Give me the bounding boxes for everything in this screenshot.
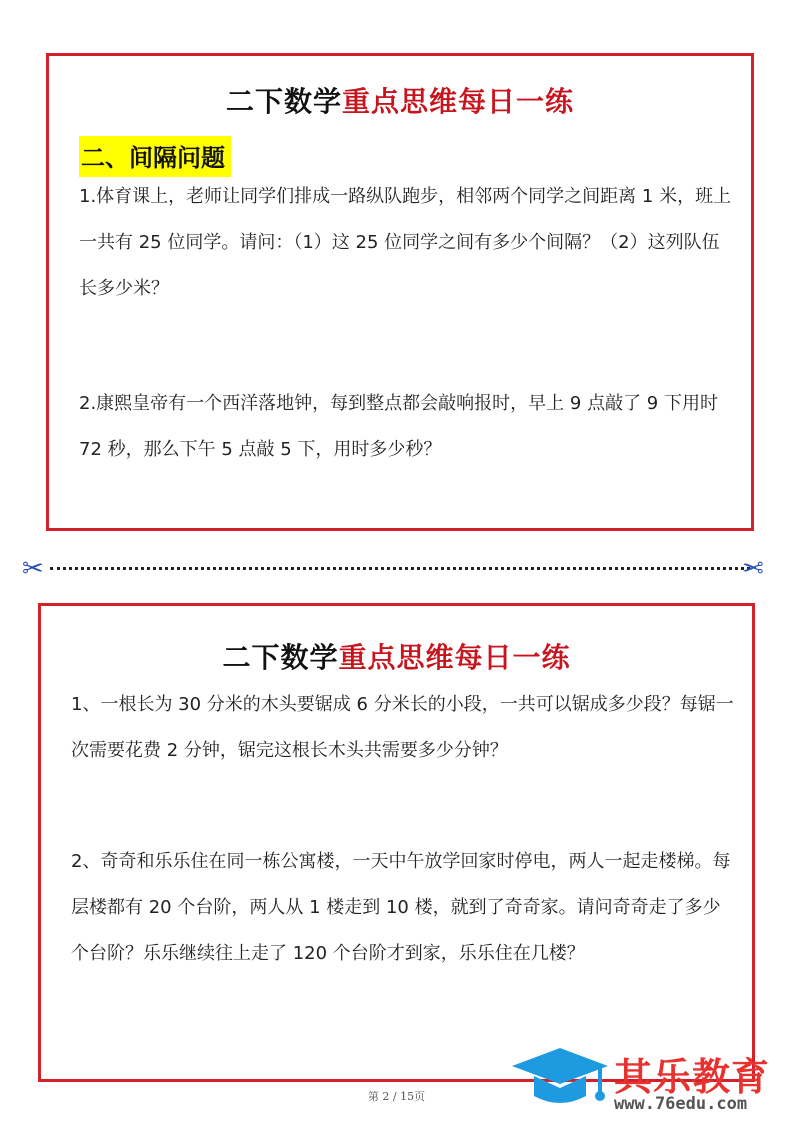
card-title	[41, 636, 752, 676]
question-2: 2、奇奇和乐乐住在同一栋公寓楼，一天中午放学回家时停电，两人一起走楼梯。每层楼都有 20 个台阶，两人从 1 楼走到 10 楼，就到了奇奇家。请问奇奇走了多少个台阶？乐乐继续往上走了 120 个台阶才到家，乐乐住在几楼？	[71, 851, 731, 964]
page-number: 第 2 / 15页	[367, 1090, 426, 1103]
exercise-card-1	[46, 53, 754, 531]
brand-logo[interactable]	[510, 1042, 793, 1122]
card-title	[49, 80, 751, 120]
exercise-card-2	[38, 603, 755, 1082]
question-1: 1.体育课上，老师让同学们排成一路纵队跑步，相邻两个同学之间距离 1 米，班上一共有 25 位同学。请问：（1）这 25 位同学之间有多少个间隔？（2）这列队伍长多少米？	[79, 186, 732, 299]
logo-url: www.76edu.com	[614, 1094, 748, 1114]
question-1: 1、一根长为 30 分米的木头要锯成 6 分米长的小段，一共可以锯成多少段？每锯一次需要花费 2 分钟，锯完这根长木头共需要多少分钟？	[71, 694, 734, 761]
scissors-icon: ✂	[742, 554, 764, 584]
section-heading: 二、间隔问题	[79, 136, 231, 177]
logo-name: 其乐教育	[614, 1055, 771, 1099]
title-black-part: 二下数学	[225, 85, 342, 118]
title-red-part: 重点思维每日一练	[342, 85, 575, 118]
scissors-icon: ✂	[22, 554, 44, 584]
question-2: 2.康熙皇帝有一个西洋落地钟，每到整点都会敲响报时，早上 9 点敲了 9 下用时 72 秒，那么下午 5 点敲 5 下，用时多少秒？	[79, 393, 718, 460]
cut-line	[50, 567, 750, 570]
title-red-part: 重点思维每日一练	[338, 641, 571, 674]
graduation-cap-icon	[510, 1042, 610, 1118]
title-black-part: 二下数学	[222, 641, 339, 674]
